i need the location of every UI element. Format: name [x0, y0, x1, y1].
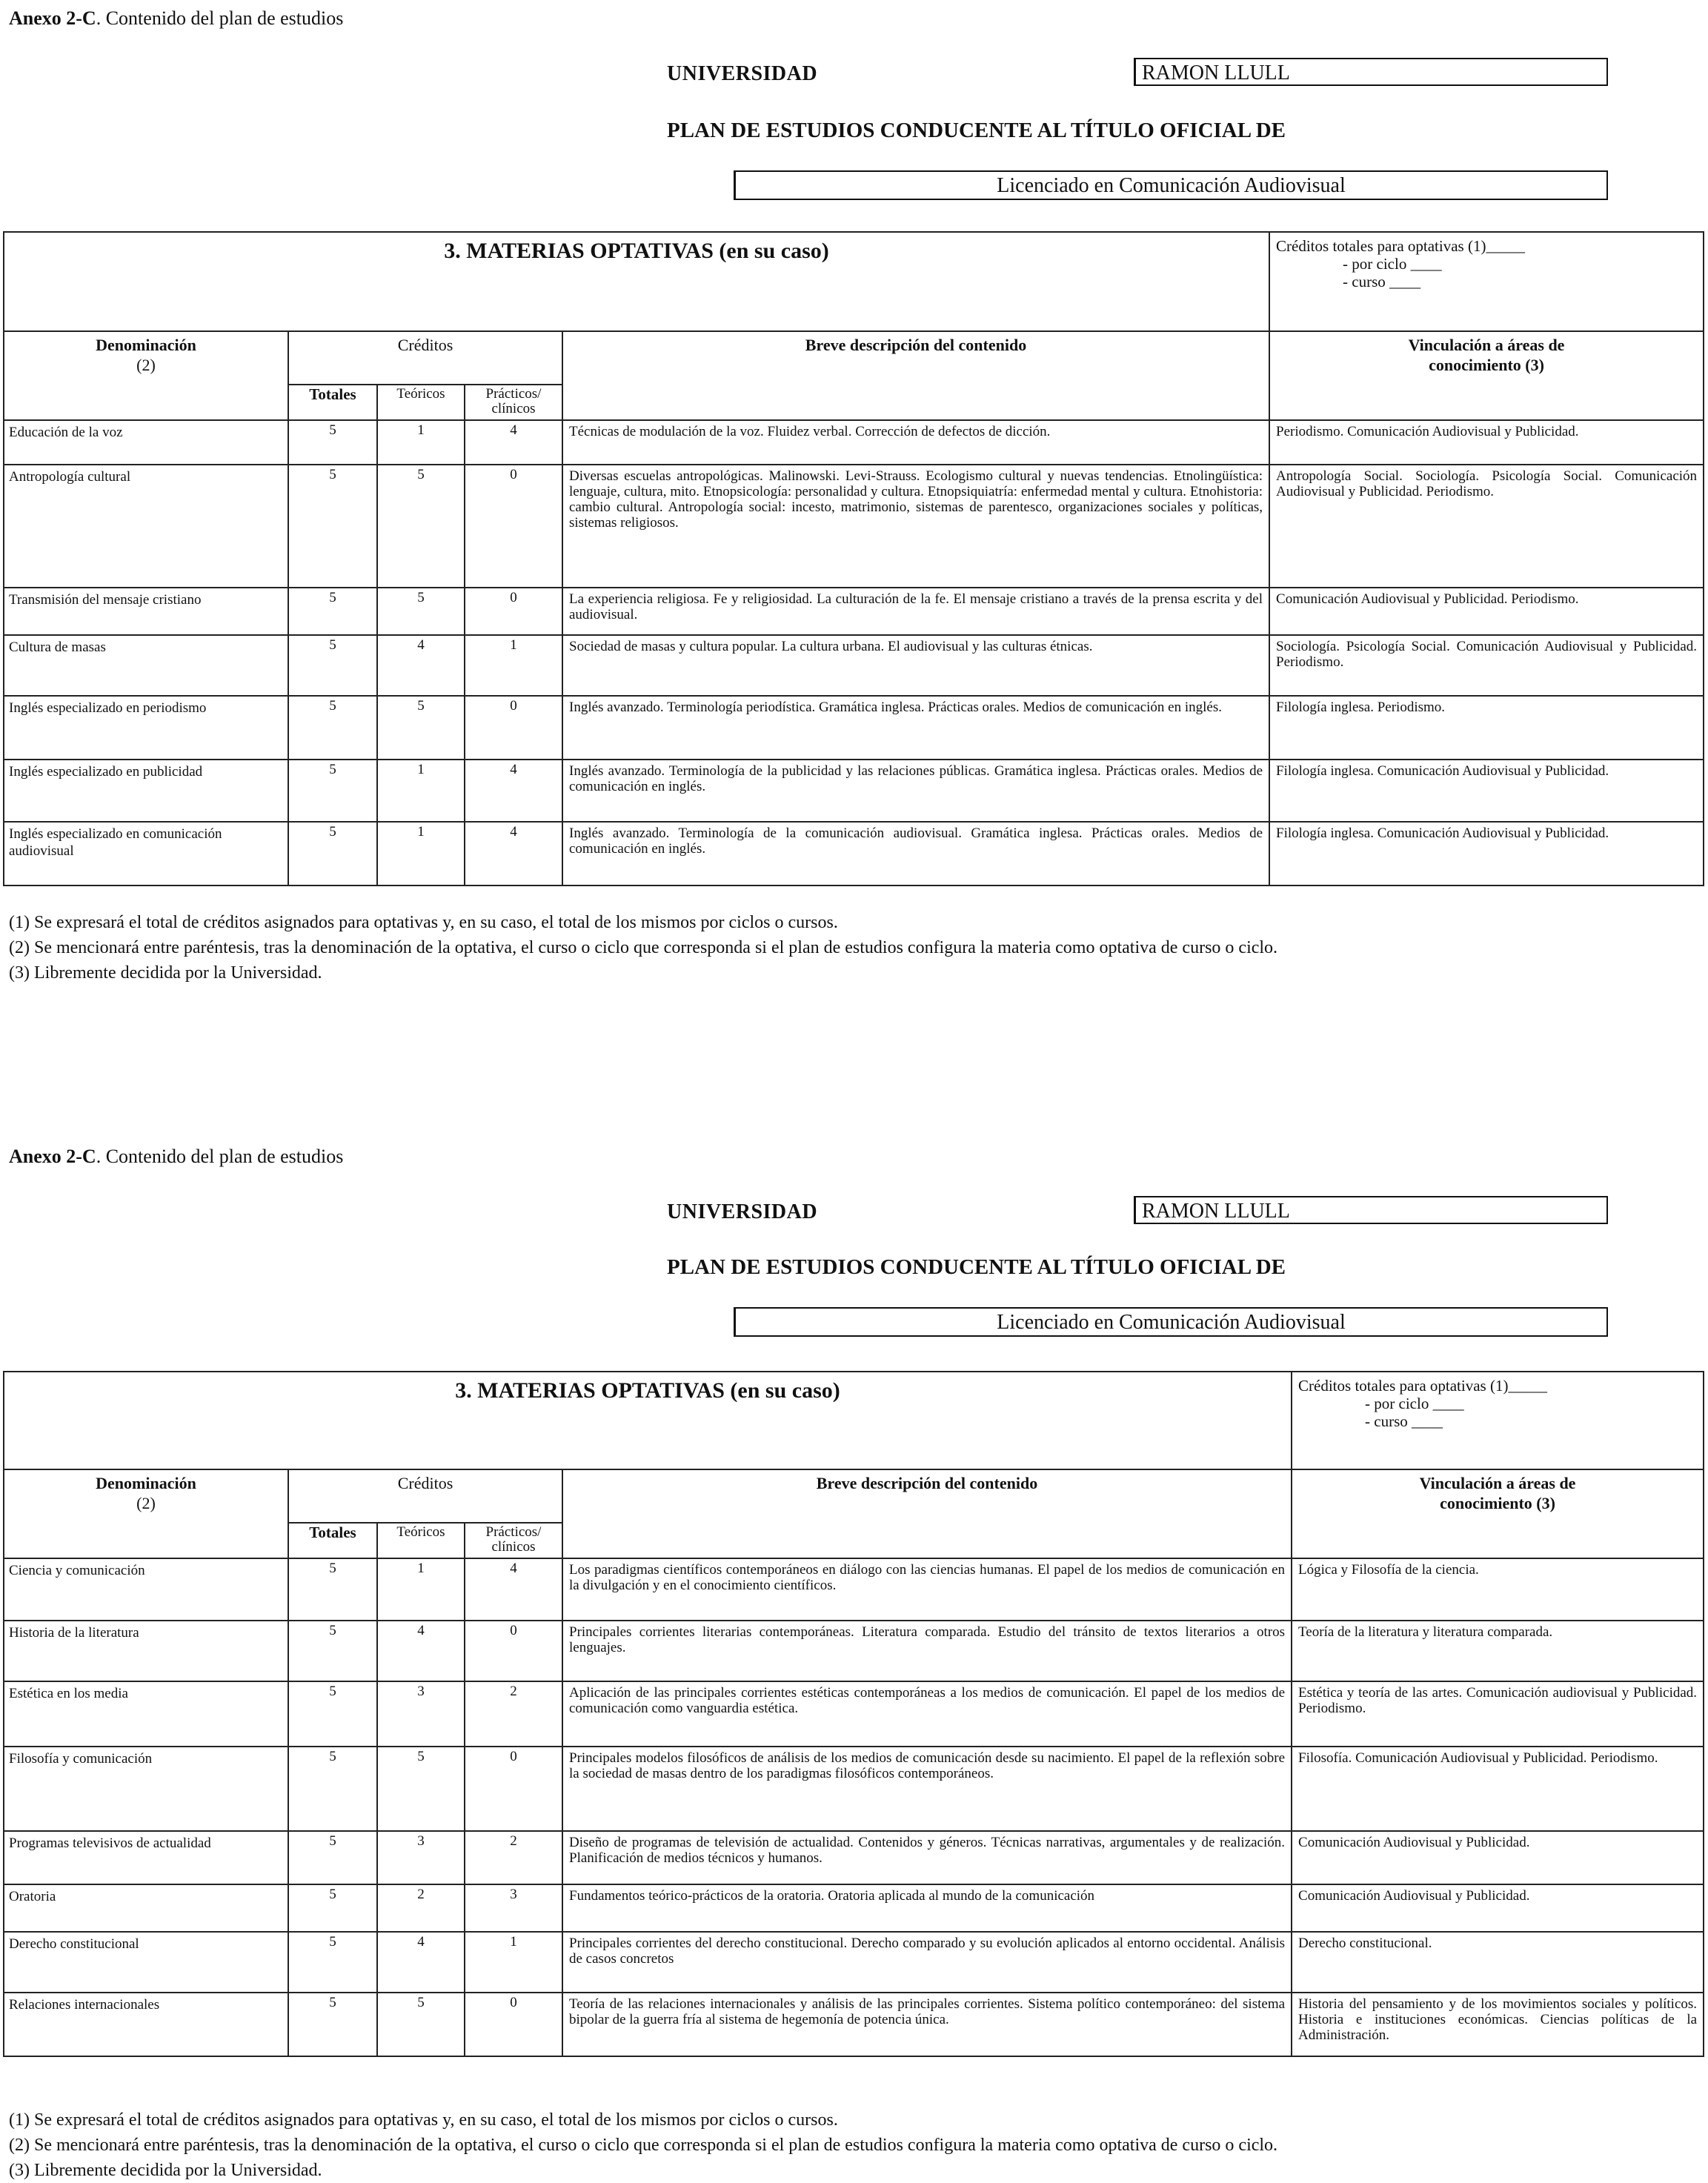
annex-label [9, 7, 343, 30]
content-description: Sociedad de masas y cultura popular. La cultura urbana. El audiovisual y las culturas étnicas. [562, 635, 1269, 696]
footnote-2: (2) Se mencionará entre paréntesis, tras la denominación de la optativa, el curso o ciclo que corresponda si el plan de estudios configura la materia como optativa de curso o ciclo. [9, 2136, 1278, 2155]
credits-total: 5 [288, 1932, 377, 1993]
credits-theory: 5 [377, 588, 465, 635]
subject-name: Inglés especializado en periodismo [4, 696, 288, 760]
subject-name: Historia de la literatura [4, 1621, 288, 1681]
knowledge-areas: Comunicación Audiovisual y Publicidad. [1292, 1884, 1704, 1932]
knowledge-areas: Comunicación Audiovisual y Publicidad. [1292, 1831, 1704, 1884]
knowledge-areas: Antropología Social. Sociología. Psicología Social. Comunicación Audiovisual y Publicidad. Periodismo. [1269, 465, 1704, 588]
knowledge-areas: Teoría de la literatura y literatura comparada. [1292, 1621, 1704, 1681]
col-practice-label-1: Prácticos/ [485, 1524, 542, 1540]
content-description: Fundamentos teórico-prácticos de la oratoria. Oratoria aplicada al mundo de la comunicación [562, 1884, 1292, 1932]
table-row [4, 760, 1704, 822]
credits-practice: 0 [465, 1993, 562, 2056]
col-name-note: (2) [136, 1494, 156, 1512]
content-description: Diseño de programas de televisión de actualidad. Contenidos y géneros. Técnicas narrativas, argumentales y de realización. Planificación de medios técnicos y humanos. [562, 1831, 1292, 1884]
credits-per-cycle: - por ciclo ____ [1343, 255, 1442, 273]
table-row [4, 635, 1704, 696]
credits-practice: 0 [465, 588, 562, 635]
content-description: Principales modelos filosóficos de análisis de los medios de comunicación desde su nacimiento. El papel de la reflexión sobre la sociedad de masas dentro de los paradigmas filosóficos contemporáneos. [562, 1747, 1292, 1831]
table-row [4, 1558, 1704, 1621]
subject-name: Estética en los media [4, 1681, 288, 1747]
credits-per-course: - curso ____ [1365, 1412, 1443, 1430]
col-name-note: (2) [136, 356, 156, 374]
credits-total: 5 [288, 760, 377, 822]
table-row [4, 588, 1704, 635]
col-totals-header: Totales [288, 1523, 377, 1558]
content-description: Inglés avanzado. Terminología de la publicidad y las relaciones públicas. Gramática inglesa. Prácticas orales. Medios de comunicación en inglés. [562, 760, 1269, 822]
credits-practice: 2 [465, 1831, 562, 1884]
col-description-header: Breve descripción del contenido [562, 331, 1269, 420]
plan-title: PLAN DE ESTUDIOS CONDUCENTE AL TÍTULO OFICIAL DE [667, 1255, 1286, 1279]
table-row [4, 420, 1704, 465]
col-area-header [1269, 331, 1704, 420]
table-row [4, 1831, 1704, 1884]
content-description: Aplicación de las principales corrientes estéticas contemporáneas a los medios de comunicación. El papel de los medios de comunicación como vanguardia estética. [562, 1681, 1292, 1747]
table-row [4, 465, 1704, 588]
credits-total: 5 [288, 1747, 377, 1831]
degree-field: Licenciado en Comunicación Audiovisual [734, 1307, 1608, 1337]
credits-total: 5 [288, 1993, 377, 2056]
credits-practice: 4 [465, 760, 562, 822]
credits-theory: 1 [377, 822, 465, 886]
university-field: RAMON LLULL [1134, 58, 1608, 86]
credits-theory: 5 [377, 465, 465, 588]
col-practice-label-2: clínicos [491, 1539, 536, 1555]
annex-text: . Contenido del plan de estudios [96, 1146, 344, 1167]
credits-practice: 4 [465, 1558, 562, 1621]
subject-name: Relaciones internacionales [4, 1993, 288, 2056]
col-credits-header: Créditos [288, 1469, 562, 1523]
table-row [4, 1884, 1704, 1932]
credits-theory: 3 [377, 1681, 465, 1747]
content-description: Inglés avanzado. Terminología periodística. Gramática inglesa. Prácticas orales. Medios de comunicación en inglés. [562, 696, 1269, 760]
table-row [4, 822, 1704, 886]
subject-name: Oratoria [4, 1884, 288, 1932]
footnotes-page1 [9, 910, 1277, 986]
credits-theory: 3 [377, 1831, 465, 1884]
col-name-header [4, 331, 288, 420]
degree-field: Licenciado en Comunicación Audiovisual [734, 170, 1608, 200]
subject-name: Filosofía y comunicación [4, 1747, 288, 1831]
annex-text: . Contenido del plan de estudios [96, 7, 344, 29]
credits-total: 5 [288, 420, 377, 465]
credits-theory: 1 [377, 420, 465, 465]
col-practice-header [465, 1523, 562, 1558]
col-theory-header: Teóricos [377, 1523, 465, 1558]
col-description-header: Breve descripción del contenido [562, 1469, 1292, 1558]
credits-practice: 4 [465, 420, 562, 465]
subject-name: Cultura de masas [4, 635, 288, 696]
knowledge-areas: Sociología. Psicología Social. Comunicación Audiovisual y Publicidad. Periodismo. [1269, 635, 1704, 696]
credits-total: 5 [288, 696, 377, 760]
subject-name: Antropología cultural [4, 465, 288, 588]
credits-practice: 4 [465, 822, 562, 886]
subject-name: Inglés especializado en publicidad [4, 760, 288, 822]
knowledge-areas: Filología inglesa. Periodismo. [1269, 696, 1704, 760]
table-row [4, 1993, 1704, 2056]
col-totals-header: Totales [288, 385, 377, 420]
knowledge-areas: Periodismo. Comunicación Audiovisual y Publicidad. [1269, 420, 1704, 465]
col-practice-label-1: Prácticos/ [485, 386, 542, 402]
table-title: 3. MATERIAS OPTATIVAS (en su caso) [4, 1372, 1292, 1469]
credits-total: 5 [288, 635, 377, 696]
col-name-label: Denominación [96, 1474, 196, 1492]
content-description: Diversas escuelas antropológicas. Malinowski. Levi-Strauss. Ecologismo cultural y nuevas tendencias. Etnolingüística: lenguaje, cultura, mito. Etnopsicología: personalidad y cultura. Etnopsiquiatría: enfermedad mental y cultura. Etnohistoria: cambio cultural. Antropología social: incesto, matrimonio, sistemas de parentesco, organizaciones sociales y políticas, sistemas religiosos. [562, 465, 1269, 588]
credits-total-label: Créditos totales para optativas (1)_____ [1298, 1377, 1547, 1395]
credits-theory: 5 [377, 1993, 465, 2056]
optional-subjects-table [3, 1371, 1704, 2057]
col-theory-header: Teóricos [377, 385, 465, 420]
university-label: UNIVERSIDAD [667, 62, 818, 85]
content-description: Principales corrientes literarias contemporáneas. Literatura comparada. Estudio del tránsito de textos literarios a otros lenguajes. [562, 1621, 1292, 1681]
footnotes-page2 [9, 2107, 1277, 2183]
credits-per-cycle: - por ciclo ____ [1365, 1395, 1464, 1412]
credits-practice: 3 [465, 1884, 562, 1932]
credits-practice: 1 [465, 1932, 562, 1993]
page2-table-body [4, 1558, 1704, 2056]
subject-name: Inglés especializado en comunicación audiovisual [4, 822, 288, 886]
knowledge-areas: Filología inglesa. Comunicación Audiovisual y Publicidad. [1269, 760, 1704, 822]
credits-practice: 0 [465, 1747, 562, 1831]
credits-total-box [1269, 232, 1704, 331]
col-area-label-1: Vinculación a áreas de [1408, 336, 1565, 354]
plan-title: PLAN DE ESTUDIOS CONDUCENTE AL TÍTULO OFICIAL DE [667, 119, 1286, 142]
credits-theory: 2 [377, 1884, 465, 1932]
knowledge-areas: Filosofía. Comunicación Audiovisual y Publicidad. Periodismo. [1292, 1747, 1704, 1831]
footnote-1: (1) Se expresará el total de créditos asignados para optativas y, en su caso, el total de los mismos por ciclos o cursos. [9, 2110, 838, 2130]
knowledge-areas: Comunicación Audiovisual y Publicidad. Periodismo. [1269, 588, 1704, 635]
credits-practice: 0 [465, 696, 562, 760]
credits-total-box [1292, 1372, 1704, 1469]
credits-theory: 4 [377, 1932, 465, 1993]
credits-theory: 4 [377, 635, 465, 696]
credits-practice: 0 [465, 1621, 562, 1681]
credits-total: 5 [288, 1831, 377, 1884]
credits-total: 5 [288, 1681, 377, 1747]
col-name-label: Denominación [96, 336, 196, 354]
content-description: Inglés avanzado. Terminología de la comunicación audiovisual. Gramática inglesa. Prácticas orales. Medios de comunicación en inglés. [562, 822, 1269, 886]
credits-practice: 0 [465, 465, 562, 588]
knowledge-areas: Lógica y Filosofía de la ciencia. [1292, 1558, 1704, 1621]
credits-per-course: - curso ____ [1343, 273, 1421, 290]
credits-theory: 5 [377, 1747, 465, 1831]
footnote-1: (1) Se expresará el total de créditos asignados para optativas y, en su caso, el total de los mismos por ciclos o cursos. [9, 913, 838, 932]
content-description: Principales corrientes del derecho constitucional. Derecho comparado y su evolución aplicados al entorno occidental. Análisis de casos concretos [562, 1932, 1292, 1993]
col-area-label-2: conocimiento (3) [1429, 356, 1544, 374]
credits-total: 5 [288, 1884, 377, 1932]
subject-name: Educación de la voz [4, 420, 288, 465]
content-description: Los paradigmas científicos contemporáneos en diálogo con las ciencias humanas. El papel de los medios de comunicación en la divulgación y en el conocimiento científicos. [562, 1558, 1292, 1621]
annex-label [9, 1146, 343, 1168]
page1-table-body [4, 420, 1704, 886]
content-description: Técnicas de modulación de la voz. Fluidez verbal. Corrección de defectos de dicción. [562, 420, 1269, 465]
subject-name: Programas televisivos de actualidad [4, 1831, 288, 1884]
university-field: RAMON LLULL [1134, 1196, 1608, 1224]
credits-total: 5 [288, 1558, 377, 1621]
col-area-header [1292, 1469, 1704, 1558]
knowledge-areas: Estética y teoría de las artes. Comunicación audiovisual y Publicidad. Periodismo. [1292, 1681, 1704, 1747]
subject-name: Ciencia y comunicación [4, 1558, 288, 1621]
credits-theory: 1 [377, 1558, 465, 1621]
col-practice-label-2: clínicos [491, 401, 536, 416]
knowledge-areas: Historia del pensamiento y de los movimientos sociales y políticos. Historia e instituciones económicas. Ciencias políticas de la Administración. [1292, 1993, 1704, 2056]
optional-subjects-table [3, 231, 1704, 886]
table-row [4, 1681, 1704, 1747]
col-practice-header [465, 385, 562, 420]
annex-code: Anexo 2-C [9, 1146, 96, 1167]
table-row [4, 696, 1704, 760]
credits-theory: 4 [377, 1621, 465, 1681]
credits-total-label: Créditos totales para optativas (1)_____ [1276, 237, 1525, 255]
footnote-2: (2) Se mencionará entre paréntesis, tras la denominación de la optativa, el curso o ciclo que corresponda si el plan de estudios configura la materia como optativa de curso o ciclo. [9, 938, 1278, 957]
credits-practice: 2 [465, 1681, 562, 1747]
col-name-header [4, 1469, 288, 1558]
col-area-label-2: conocimiento (3) [1440, 1494, 1555, 1512]
table-row [4, 1621, 1704, 1681]
col-credits-header: Créditos [288, 331, 562, 385]
footnote-3: (3) Libremente decidida por la Universidad. [9, 2161, 322, 2180]
credits-theory: 5 [377, 696, 465, 760]
table-row [4, 1932, 1704, 1993]
credits-total: 5 [288, 1621, 377, 1681]
university-label: UNIVERSIDAD [667, 1200, 818, 1223]
subject-name: Transmisión del mensaje cristiano [4, 588, 288, 635]
content-description: La experiencia religiosa. Fe y religiosidad. La culturación de la fe. El mensaje cristiano a través de la prensa escrita y del audiovisual. [562, 588, 1269, 635]
credits-practice: 1 [465, 635, 562, 696]
table-title: 3. MATERIAS OPTATIVAS (en su caso) [4, 232, 1269, 331]
footnote-3: (3) Libremente decidida por la Universidad. [9, 963, 322, 983]
subject-name: Derecho constitucional [4, 1932, 288, 1993]
content-description: Teoría de las relaciones internacionales y análisis de las principales corrientes. Sistema político contemporáneo: del sistema bipolar de la guerra fría al sistema de hegemonía de potencia única. [562, 1993, 1292, 2056]
col-area-label-1: Vinculación a áreas de [1419, 1474, 1576, 1492]
credits-total: 5 [288, 465, 377, 588]
table-row [4, 1747, 1704, 1831]
knowledge-areas: Derecho constitucional. [1292, 1932, 1704, 1993]
knowledge-areas: Filología inglesa. Comunicación Audiovisual y Publicidad. [1269, 822, 1704, 886]
annex-code: Anexo 2-C [9, 7, 96, 29]
credits-theory: 1 [377, 760, 465, 822]
credits-total: 5 [288, 588, 377, 635]
credits-total: 5 [288, 822, 377, 886]
